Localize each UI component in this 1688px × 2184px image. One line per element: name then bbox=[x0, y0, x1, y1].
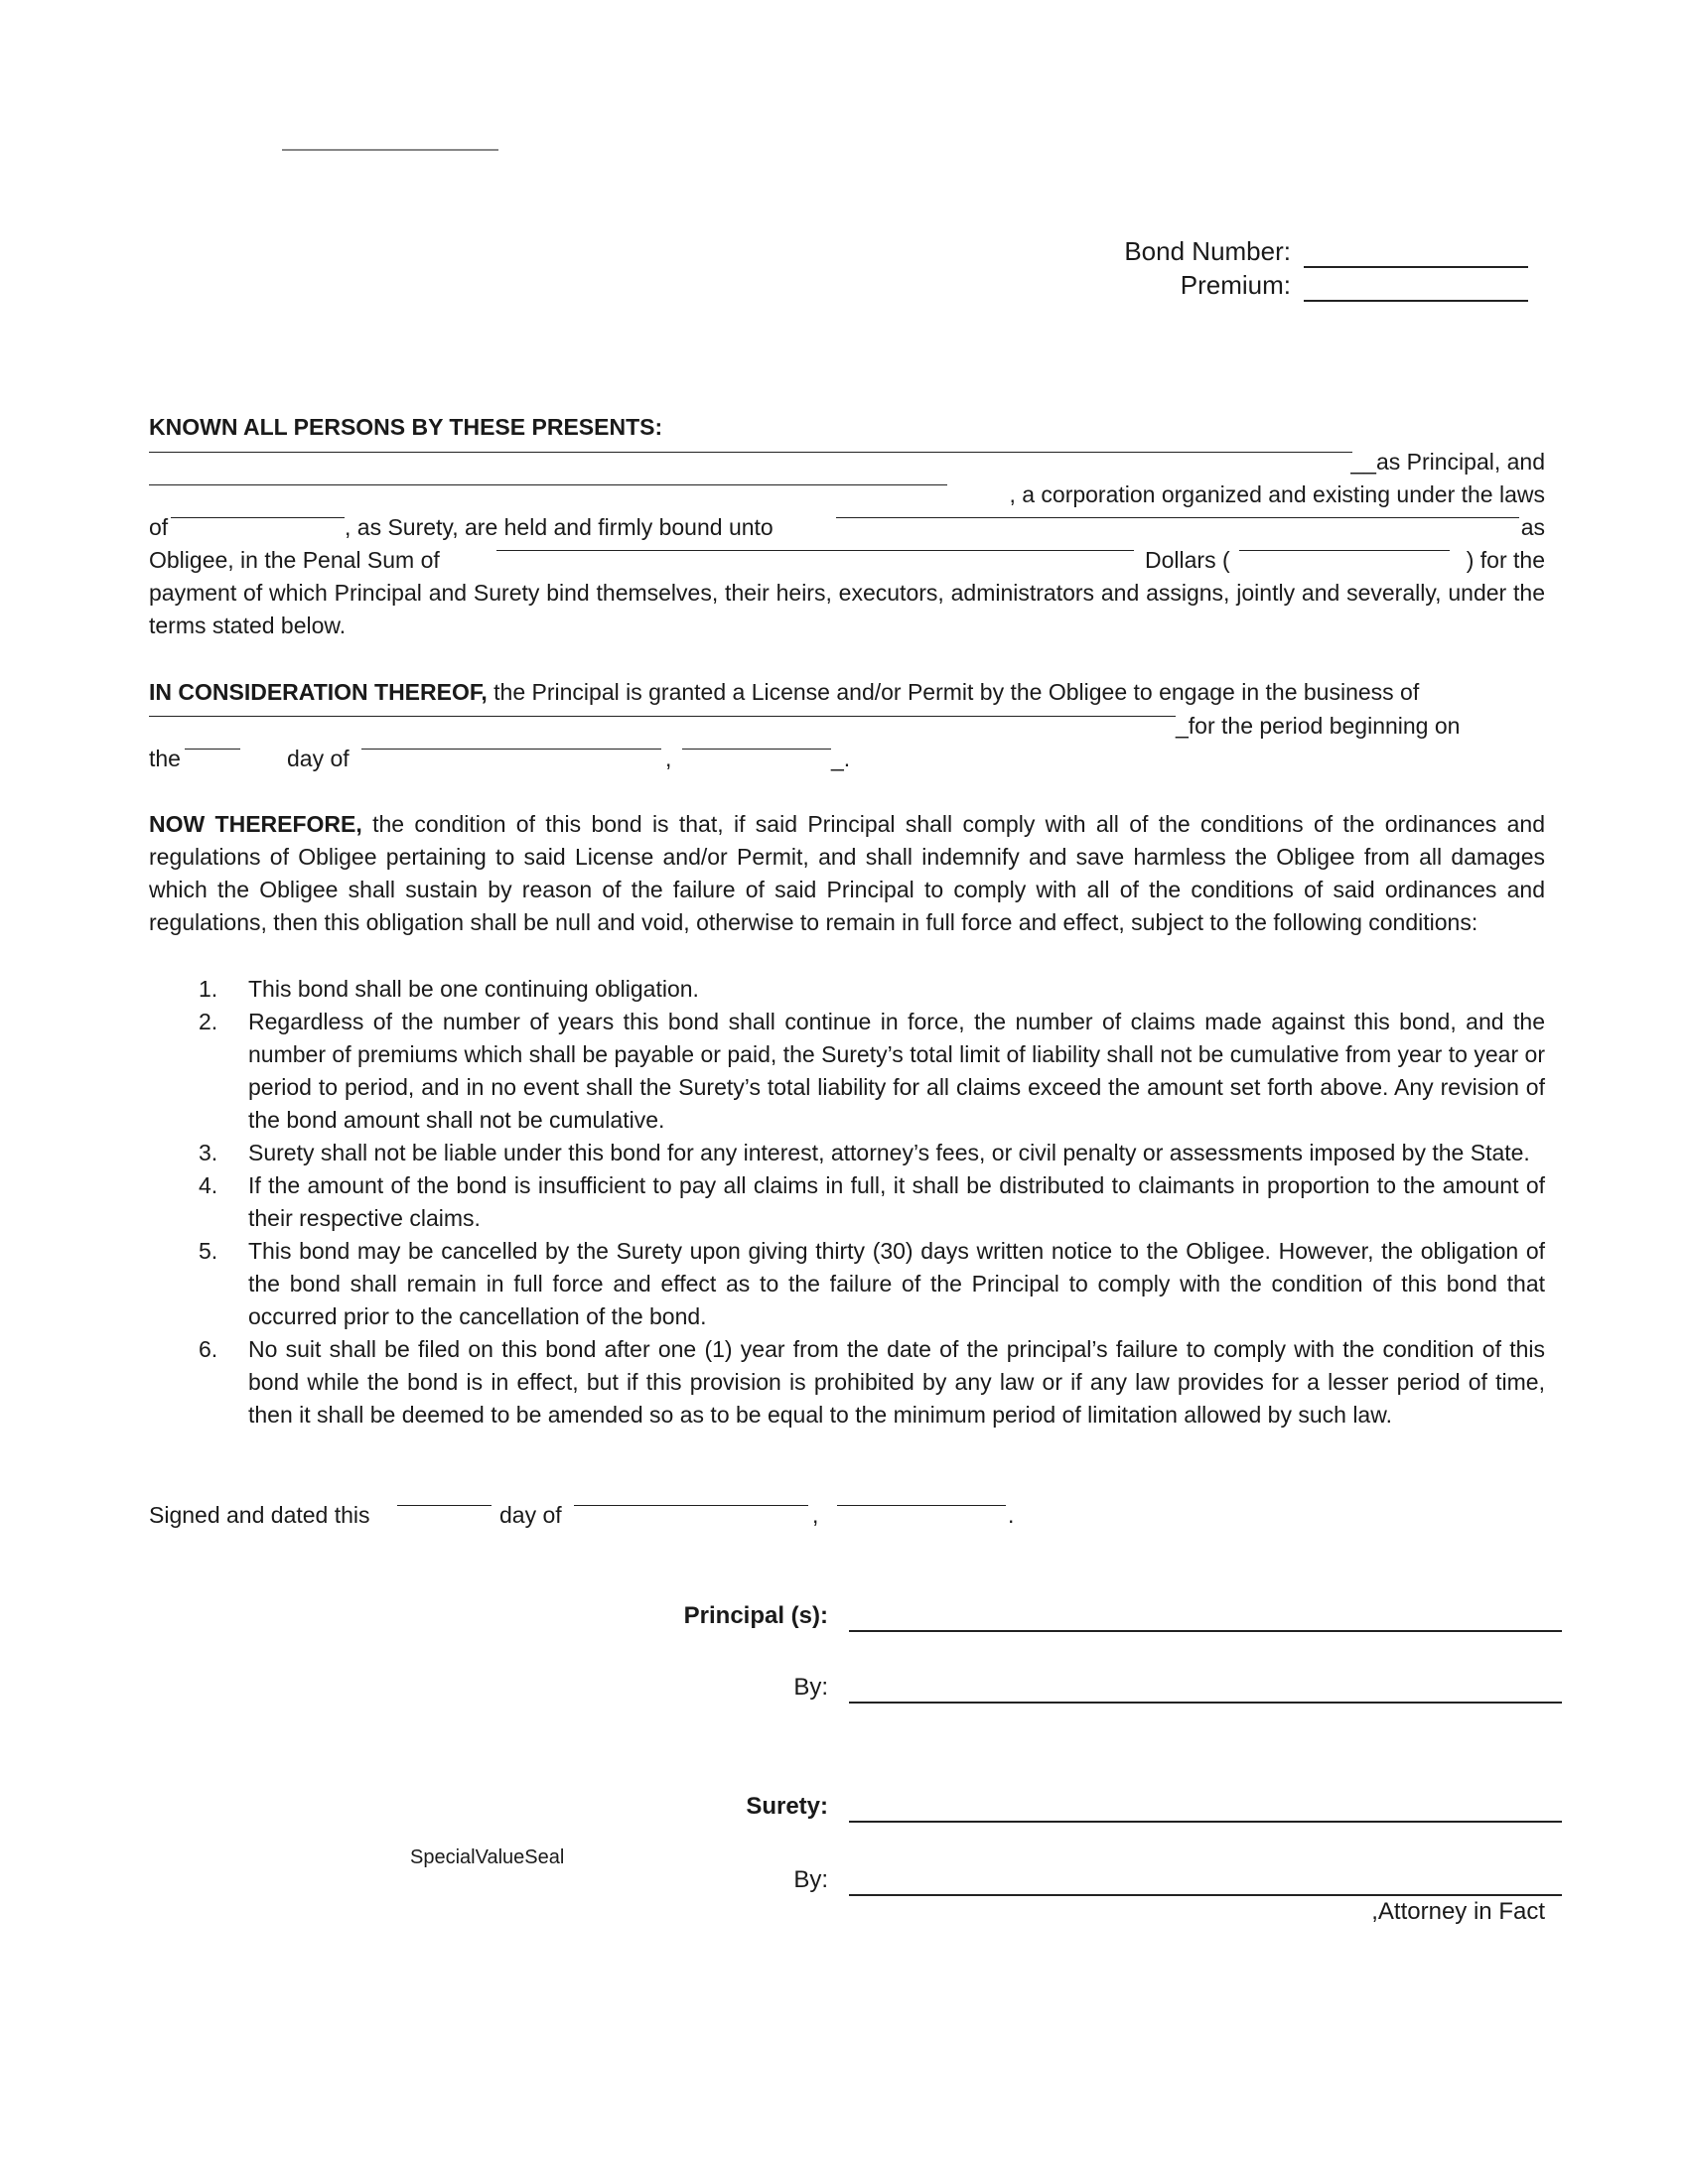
condition-text: This bond may be cancelled by the Surety upon giving thirty (30) days written notice to the Obligee. However, the obligation of the bond shall remain in full force and effect as to the failure of the Principal to comply with the condition of this bond that occurred prior to the cancellation of the bond. bbox=[248, 1238, 1545, 1329]
seal-placeholder: SpecialValueSeal bbox=[410, 1846, 565, 1868]
premium-label: Premium: bbox=[1180, 270, 1291, 300]
signed-month-field[interactable] bbox=[574, 1505, 808, 1506]
condition-text: Regardless of the number of years this bond shall continue in force, the number of claims made against this bond, and the number of premiums which shall be payable or paid, the Surety’s total limit of liability shall not be cumulative from year to year or period to period, and in no event shall the Surety’s total liability for all claims exceed the amount set forth above. Any revision of the bond amount shall not be cumulative. bbox=[248, 1009, 1545, 1133]
signed-year-field[interactable] bbox=[837, 1505, 1006, 1506]
condition-number: 2. bbox=[199, 1009, 218, 1034]
principal-signature-field[interactable] bbox=[849, 1630, 1562, 1632]
principal-by-label: By: bbox=[793, 1674, 828, 1701]
principal-label: Principal (s): bbox=[683, 1602, 828, 1629]
condition-number: 4. bbox=[199, 1172, 218, 1198]
list-item bbox=[149, 1333, 1545, 1432]
day-of-label: day of bbox=[287, 746, 350, 771]
business-field[interactable] bbox=[149, 716, 1176, 717]
attorney-in-fact-label: ,Attorney in Fact bbox=[1371, 1898, 1545, 1925]
condition-text: This bond shall be one continuing obligation. bbox=[248, 976, 699, 1002]
signed-day-of: day of bbox=[499, 1502, 562, 1528]
signed-prefix: Signed and dated this bbox=[149, 1502, 370, 1528]
list-item bbox=[149, 1235, 1545, 1333]
consideration-heading: IN CONSIDERATION THEREOF, bbox=[149, 679, 488, 705]
surety-tail: , a corporation organized and existing under the laws bbox=[1009, 481, 1545, 507]
header-rule bbox=[282, 149, 498, 151]
period-month-field[interactable] bbox=[361, 749, 661, 750]
consideration-text: the Principal is granted a License and/or Permit by the Obligee to engage in the business of bbox=[487, 679, 1420, 705]
now-therefore-heading: NOW THEREFORE, bbox=[149, 811, 362, 837]
period-end: _. bbox=[831, 746, 851, 771]
surety-label: Surety: bbox=[746, 1793, 828, 1820]
list-item bbox=[149, 1137, 1545, 1169]
surety-by-label: By: bbox=[793, 1866, 828, 1893]
condition-text: No suit shall be filed on this bond after one (1) year from the date of the principal’s failure to comply with the condition of this bond while the bond is in effect, but if this provision is prohibited by any law or if any law provides for a lesser period of time, then it shall be deemed to be amended so as to be equal to the minimum period of limitation allowed by such law. bbox=[248, 1336, 1545, 1428]
now-therefore-text: the condition of this bond is that, if said Principal shall comply with all of the conditions of the ordinances and regulations of Obligee pertaining to said License and/or Permit, and shall indemnify and save harmless the Obligee from all damages which the Obligee shall sustain by reason of the failure of said Principal to comply with all of the conditions of said ordinances and regulations, then this obligation shall be null and void, otherwise to remain in full force and effect, subject to the following conditions: bbox=[149, 811, 1545, 935]
period-comma: , bbox=[665, 746, 672, 771]
condition-number: 3. bbox=[199, 1140, 218, 1165]
surety-name-field[interactable] bbox=[149, 484, 947, 485]
known-heading: KNOWN ALL PERSONS BY THESE PRESENTS: bbox=[149, 414, 663, 440]
payment-paragraph: payment of which Principal and Surety bind themselves, their heirs, executors, administrators and assigns, jointly and severally, under the terms stated below. bbox=[149, 580, 1545, 638]
obligee-text: Obligee, in the Penal Sum of bbox=[149, 547, 440, 573]
penal-sum-words-field[interactable] bbox=[496, 550, 1134, 551]
signed-comma: , bbox=[812, 1502, 819, 1528]
principal-tail: __as Principal, and bbox=[1350, 449, 1545, 475]
conditions-list bbox=[149, 973, 1545, 1432]
penal-sum-amount-field[interactable] bbox=[1239, 550, 1450, 551]
period-year-field[interactable] bbox=[682, 749, 831, 750]
principal-by-signature-field[interactable] bbox=[849, 1702, 1562, 1704]
list-item bbox=[149, 973, 1545, 1006]
now-therefore-paragraph bbox=[149, 808, 1545, 939]
premium-field[interactable] bbox=[1304, 300, 1528, 302]
condition-number: 1. bbox=[199, 976, 218, 1002]
period-text: _for the period beginning on bbox=[1176, 713, 1461, 739]
signed-end: . bbox=[1008, 1502, 1015, 1528]
obligee-name-field[interactable] bbox=[836, 517, 1519, 518]
attorney-signature-field[interactable] bbox=[849, 1894, 1562, 1896]
condition-text: If the amount of the bond is insufficient to pay all claims in full, it shall be distributed to claimants in proportion to the amount of their respective claims. bbox=[248, 1172, 1545, 1231]
surety-signature-field[interactable] bbox=[849, 1821, 1562, 1823]
list-item bbox=[149, 1006, 1545, 1137]
bond-number-label: Bond Number: bbox=[1124, 236, 1291, 266]
as-label: as bbox=[1520, 514, 1545, 540]
condition-number: 5. bbox=[199, 1238, 218, 1264]
surety-state-field[interactable] bbox=[171, 517, 345, 518]
principal-name-field[interactable] bbox=[149, 452, 1352, 453]
held-text: , as Surety, are held and firmly bound unto bbox=[345, 514, 774, 540]
dollars-label: Dollars ( bbox=[1145, 547, 1230, 573]
condition-number: 6. bbox=[199, 1336, 218, 1362]
signed-day-field[interactable] bbox=[397, 1505, 492, 1506]
period-day-field[interactable] bbox=[185, 749, 240, 750]
condition-text: Surety shall not be liable under this bond for any interest, attorney’s fees, or civil penalty or assessments imposed by the State. bbox=[248, 1140, 1530, 1165]
for-the-text: ) for the bbox=[1466, 547, 1545, 573]
the-label: the bbox=[149, 746, 181, 771]
consideration-paragraph bbox=[149, 676, 1545, 709]
bond-number-field[interactable] bbox=[1304, 266, 1528, 268]
list-item bbox=[149, 1169, 1545, 1235]
of-label: of bbox=[149, 514, 169, 540]
